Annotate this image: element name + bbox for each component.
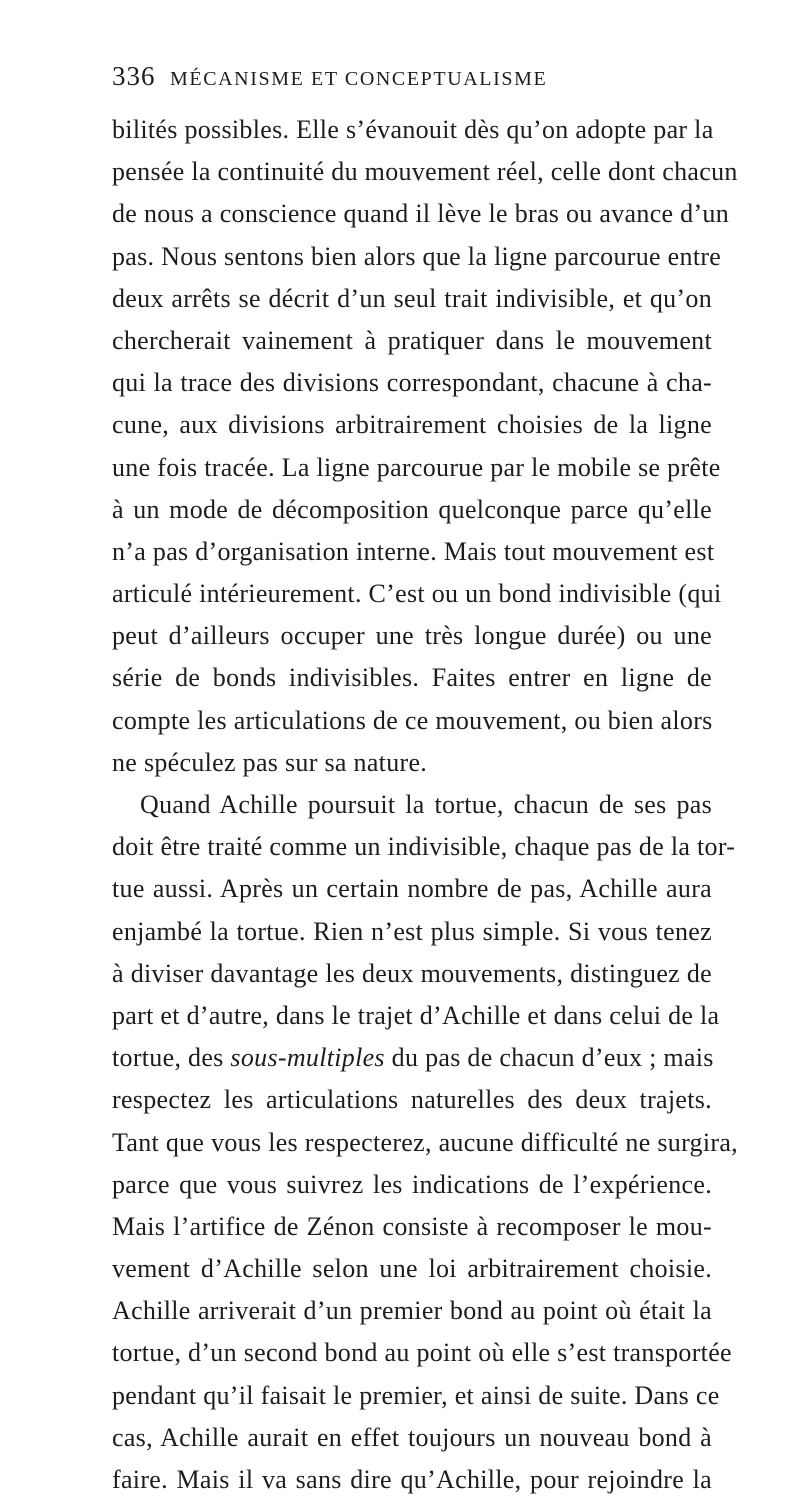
text-line: tue aussi. Après un certain nombre de pas, Achille aura [112,874,712,904]
body-text [112,109,738,1501]
text-line: à diviser davantage les deux mouvements, distinguez de [112,958,712,988]
text-line: cune, aux divisions arbitrairement choisies de la ligne [112,410,712,440]
text-line: Mais l’artifice de Zénon consiste à recomposer le mou- [112,1211,712,1241]
text-line: Achille arriverait d’un premier bond au point où était la [112,1296,712,1326]
text-line: qui la trace des divisions correspondant, chacune à cha- [112,368,712,398]
page-header [112,58,712,94]
text-line: cas, Achille aurait en effet toujours un nouveau bond à [112,1422,712,1452]
text-line: compte les articulations de ce mouvement, ou bien alors [112,705,713,735]
text-line: Quand Achille poursuit la tortue, chacun de ses pas [140,790,712,819]
text-line: respectez les articulations naturelles des deux trajets. [112,1085,712,1115]
text-line: série de bonds indivisibles. Faites entrer en ligne de [112,663,712,693]
text-line: peut d’ailleurs occuper une très longue durée) ou une [112,621,712,651]
text-line: pensée la continuité du mouvement réel, celle dont chacun [112,157,738,187]
text-line: à un mode de décomposition quelconque parce qu’elle [112,494,712,524]
running-head: MÉCANISME ET CONCEPTUALISME [170,68,548,90]
text-segment: du pas de chacun d’eux ; mais [391,1043,714,1073]
text-line-with-italic [112,1037,712,1079]
text-line: enjambé la tortue. Rien n’est plus simple. Si vous tenez [112,916,712,946]
text-line: Tant que vous les respecterez, aucune difficulté ne surgira, [112,1127,738,1157]
text-line: ne spéculez pas sur sa nature. [112,747,428,777]
text-line: parce que vous suivrez les indications de l’expérience. [112,1169,712,1199]
text-segment: tortue, des [112,1043,224,1073]
text-line: doit être traité comme un indivisible, chaque pas de la tor- [112,832,736,862]
text-line: n’a pas d’organisation interne. Mais tout mouvement est [112,536,715,566]
text-line: part et d’autre, dans le trajet d’Achille et dans celui de la [112,1000,720,1030]
italic-term: sous-multiples [230,1043,385,1073]
text-line: de nous a conscience quand il lève le bras ou avance d’un [112,199,730,229]
text-line: une fois tracée. La ligne parcourue par le mobile se prête [112,452,721,482]
text-line: faire. Mais il va sans dire qu’Achille, pour rejoindre la [112,1465,712,1494]
text-line: tortue, d’un second bond au point où elle s’est transportée [112,1338,732,1368]
text-line: deux arrêts se décrit d’un seul trait indivisible, et qu’on [112,283,712,313]
text-line: vement d’Achille selon une loi arbitrairement choisie. [112,1254,712,1284]
text-line: chercherait vainement à pratiquer dans le mouvement [112,325,712,355]
text-line: articulé intérieurement. C’est ou un bond indivisible (qui [112,579,722,609]
text-line: pas. Nous sentons bien alors que la ligne parcourue entre [112,241,722,271]
text-line: pendant qu’il faisait le premier, et ainsi de suite. Dans ce [112,1380,720,1410]
text-line: bilités possibles. Elle s’évanouit dès qu’on adopte par la [112,115,714,144]
page-number: 336 [112,61,156,91]
